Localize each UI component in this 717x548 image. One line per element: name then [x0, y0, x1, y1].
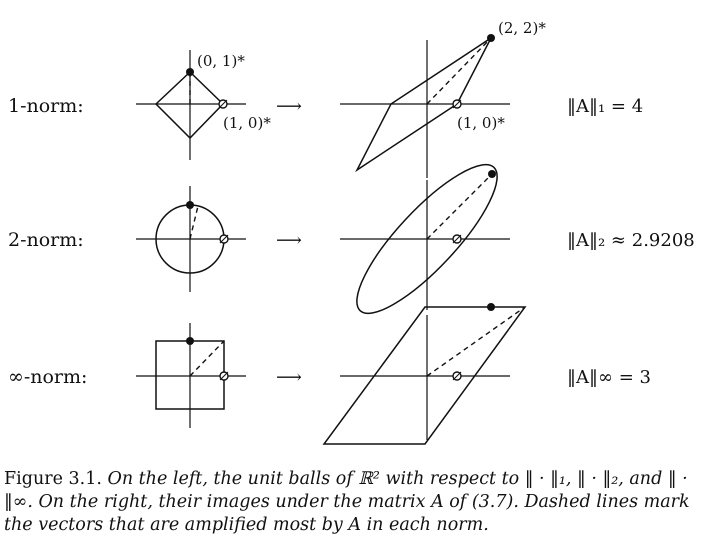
- point-filled: [487, 303, 495, 311]
- point-filled: [186, 201, 194, 209]
- caption-label: Figure 3.1.: [4, 469, 102, 489]
- dashed-vector: [190, 206, 198, 239]
- norm-value-inf: ‖A‖∞ = 3: [567, 367, 651, 388]
- figure-caption: [4, 468, 712, 537]
- arrow-2: ⟶: [276, 230, 302, 251]
- row-label-infnorm: ∞-norm:: [8, 366, 88, 388]
- point-filled: [488, 170, 496, 178]
- arrow-3: ⟶: [276, 367, 302, 388]
- row-label-1norm: 1-norm:: [8, 95, 84, 117]
- point-filled: [186, 68, 194, 76]
- label-1-0-right: (1, 0)*: [457, 114, 505, 132]
- label-2-2: (2, 2)*: [498, 19, 546, 37]
- dashed-vector: [190, 341, 224, 376]
- arrow-1: ⟶: [276, 96, 302, 117]
- point-filled: [487, 34, 495, 42]
- row-label-2norm: 2-norm:: [8, 229, 84, 251]
- dashed-vector: [427, 174, 492, 239]
- caption-text: On the left, the unit balls of ℝ² with respect to ‖ · ‖₁, ‖ · ‖₂, and ‖ · ‖∞. On the right, their images under the matrix A of (3.7). Dashed lines mark the vectors that are amplified most by A in each norm.: [4, 469, 690, 535]
- point-filled: [186, 337, 194, 345]
- label-1-0-left: (1, 0)*: [223, 114, 271, 132]
- dashed-vector: [427, 307, 525, 376]
- dashed-vector: [427, 38, 491, 104]
- norm-value-2: ‖A‖₂ ≈ 2.9208: [567, 230, 695, 251]
- norm-value-1: ‖A‖₁ = 4: [567, 96, 644, 117]
- label-0-1: (0, 1)*: [197, 52, 245, 70]
